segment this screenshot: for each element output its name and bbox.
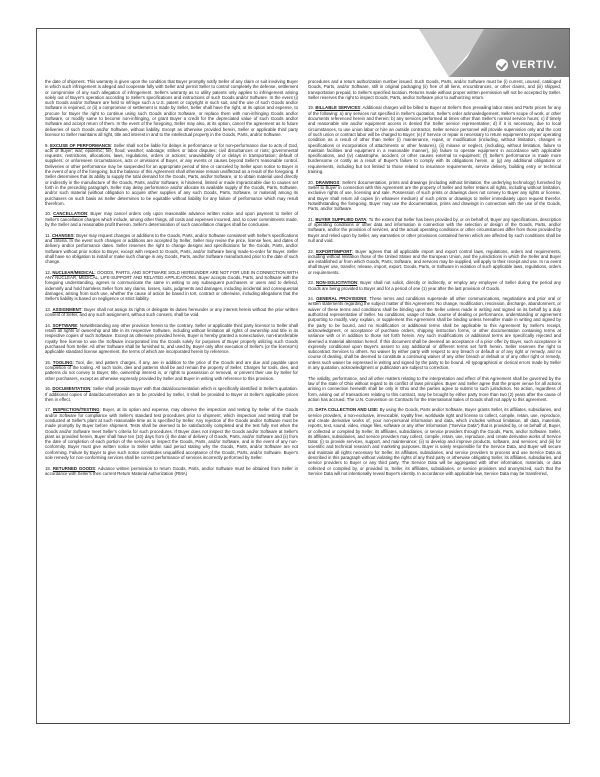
clause-paragraph	[308, 79, 561, 100]
clause-number: 9.	[45, 142, 49, 148]
clause-text: procedures and a return authorization number issued. Such Goods, Parts, and/or Software must be (i) current, unused, cataloged Goods, Parts, and/or Software, still in original packaging (ii) free of all liens, encumbrances, or other claims, and (iii) shipped, transportation prepaid, to Seller's specified location. Returns made without proper written permission will not be accepted by Seller. Seller reserves the right to inspect Goods, Parts, and/or Software prior to authorizing return.	[308, 79, 561, 100]
clause-text: Buyer shall not assign its rights or delegate its duties hereunder or any interest herein without the prior written consent of Seller, and any such assignment, without such consent, shall be void.	[45, 306, 298, 318]
clause-number: 22.	[308, 248, 315, 254]
clause-text: Additional charges will be billed to Buyer at Seller's then prevailing labor rates and Parts prices for any of the following: a) any services not specified in Seller's quotation, Seller's order acknowledgement, Seller's scope of work, or other documents referenced herein and therein; b) any services performed at times other than Seller's normal service hours; c) if timely and reasonable site and/or equipment access is denied the Seller service representative; d) if it is necessary, due to local circumstances, to use union labor or hire an outside contractor, Seller service personnel will provide supervision only and the cost of such union or contract labor will be charged to Buyer; (e) if Service or repair is necessary to return equipment to proper operating condition as a result of other than Seller (i) maintenance, repair, or modification (including, without limitation, changes in specifications or incorporation of attachments or other features), (ii) misuse or neglect, (including, without limitation, failure to maintain facilities and equipment in a reasonable manner), (iii) failure to operate equipment in accordance with applicable specifications, and (iv) catastrophe, accident, or other causes external to equipment; (f) Seller's performance is made more burdensome or costly as a result of Buyer's failure to comply with its obligations herein, or (g) any additional obligations or requirements, including but not limited to those related to insurance requirements, service delivery, building entry or technical training.	[308, 105, 561, 175]
clause-heading: EXCUSE OF PERFORMANCE	[50, 142, 112, 148]
clause-heading: INSPECTION/TESTING	[52, 407, 100, 413]
clause-paragraph: 16. DOCUMENTATION: Seller shall provide Buyer with that data/documentation which is specifically identified in Seller's quotation. If additional copies of data/documentation are to be provided by Seller, it shall be provided to Buyer at Seller's applicable prices then in effect.	[45, 386, 298, 402]
clause-number: 20.	[308, 179, 315, 185]
clause-heading: SOFTWARE	[52, 322, 78, 328]
clause-number: 19.	[308, 105, 315, 111]
vertiv-logo	[496, 59, 557, 71]
clause-heading: BILLABLE SERVICES	[315, 105, 361, 111]
clause-heading: DRAWINGS	[315, 179, 340, 185]
clause-heading: ASSIGNMENT	[52, 306, 82, 312]
clause-text: Advance written permission to return Goods, Parts, and/or Software must be obtained from Seller in accordance with Seller's then current Return Material Authorization (RMA)	[45, 465, 298, 476]
clause-text: These terms and conditions supersede all other communications, negotiations and prior oral or written statements regarding the subject matter of this Agreement. No change, modification, rescission, discharge, abandonment, or waiver of these terms and conditions shall be binding upon the Seller unless made in writing and signed on its behalf by a duly authorized representative of Seller. No conditions, usage of trade, course of dealing or performance, understanding or agreement purporting to modify, vary, explain, or supplement this Agreement shall be binding unless hereafter made in writing and signed by the party to be bound, and no modification or additional terms shall be applicable to this Agreement by Seller's receipt, acknowledgment, or acceptance of purchase orders, shipping instruction forms, or other documentation containing terms at variance with or in addition to those set forth herein. Any such modifications or additional terms are specifically rejected and deemed a material alteration hereof. If this document shall be deemed an acceptance of a prior offer by Buyer, such acceptance is expressly conditional upon Buyer's assent to any additional or different terms set forth herein. Seller reserves the right to subcontract Services to others. No waiver by either party with respect to any breach or default or of any right or remedy, and no course of dealing, shall be deemed to constitute a continuing waiver of any other breach or default or of any other right or remedy, unless such waiver be expressed in writing and signed by the party to be bound. All typographical or clerical errors made by Seller in any quotation, acknowledgment or publication are subject to correction.	[308, 296, 562, 371]
clause-text: Seller's documentation, prints and drawings (including without limitation, the underlying technology) furnished by Seller to Buyer in connection with this Agreement are the property of Seller and Seller retains all rights, including without limitation, exclusive rights of use, licensing and sale. Possession of such prints or drawings does not convey to Buyer any rights or license, and Buyer shall return all copies (in whatever medium) of such prints or drawings to Seller immediately upon request therefor. Notwithstanding the foregoing, Buyer may use the documentation, prints and drawings in connection with the use of the Goods, Parts, and/or Software.	[308, 179, 561, 212]
clause-heading: CHANGES	[51, 232, 74, 238]
clause-paragraph: 12. NUCLEAR/MEDICAL: GOODS, PARTS, AND SOFTWARE SOLD HEREUNDER ARE NOT FOR USE IN CONNECTION WITH ANY NUCLEAR, MEDICAL, LIFE-SUPPORT AND RELATED APPLICATIONS. Buyer accepts Goods, Parts, and Software with the foregoing understanding, agrees to communicate the same in writing to any subsequent purchasers or users and to defend, indemnify and hold harmless Seller from any claims, losses, suits, judgments and damages, including incidental and consequential damages, arising from such use, whether the cause of action be based in tort, contract or otherwise, including allegations that the Seller's liability is based on negligence or strict liability.	[45, 269, 298, 302]
clause-paragraph: 11. CHANGES: Buyer may request changes or additions to the Goods, Parts, and/or Software consistent with Seller's specifications and criteria. In the event such changes or additions are accepted by Seller, Seller may revise the price, license fees, and dates of delivery and/or performance dates. Seller reserves the right to change designs and specifications for the Goods, Parts, and/or Software without prior notice to Buyer, except with respect to Goods, Parts, and/or Software being made-to-order for Buyer. Seller shall have no obligation to install or make such change in any Goods, Parts, and/or Software manufactured prior to the date of such change.	[45, 232, 298, 265]
clause-text: Buyer shall not solicit, directly or indirectly, or employ any employee of Seller during the period any Goods are being provided to Buyer and for a period of one (1) year after the last provision of Goods.	[308, 280, 561, 291]
clause-text: Seller shall not be liable for delays in performance or for non-performance due to acts of God, acts of Buyer; war; epidemic; fire; flood; weather; sabotage; strikes or labor disputes; civil disturbances or riots; governmental requests, restrictions, allocations, laws, regulations, orders or actions; unavailability of or delays in transportation; default of suppliers; or unforeseen circumstances, acts or omissions of Buyer, or any events or causes beyond Seller's reasonable control. Deliveries or other performance may be suspended for an appropriate period of time or canceled by Seller upon notice to Buyer in the event of any of the foregoing, but the balance of this Agreement shall otherwise remain unaffected as a result of the foregoing. If Seller determines that its ability to supply the total demand for the Goods, Parts, and/or Software, or to obtain material used directly or indirectly in the manufacture of the Goods, Parts, and/or Software, is hindered, limited or made impracticable due to causes set forth in the preceding paragraph, Seller may delay performance and/or allocate its available supply of the Goods, Parts, Software, and/or such material (without obligation to acquire other supplies of any such Goods, Parts, Software, or material) among its purchasers on such basis as Seller determines to be equitable without liability for any failure of performance which may result therefrom.	[45, 142, 298, 206]
clause-heading: RETURNED GOODS	[52, 465, 96, 471]
clause-paragraph: 9. EXCUSE OF PERFORMANCE: Seller shall not be liable for delays in performance or for non-performance due to acts of God, acts of Buyer; war; epidemic; fire; flood; weather; sabotage; strikes or labor disputes; civil disturbances or riots; governmental requests, restrictions, allocations, laws, regulations, orders or actions; unavailability of or delays in transportation; default of suppliers; or unforeseen circumstances, acts or omissions of Buyer, or any events or causes beyond Seller's reasonable control. Deliveries or other performance may be suspended for an appropriate period of time or canceled by Seller upon notice to Buyer in the event of any of the foregoing, but the balance of this Agreement shall otherwise remain unaffected as a result of the foregoing. If Seller determines that its ability to supply the total demand for the Goods, Parts, and/or Software, or to obtain material used directly or indirectly in the manufacture of the Goods, Parts, and/or Software, is hindered, limited or made impracticable due to causes set forth in the preceding paragraph, Seller may delay performance and/or allocate its available supply of the Goods, Parts, Software, and/or such material (without obligation to acquire other supplies of any such Goods, Parts, Software, or material) among its purchasers on such basis as Seller determines to be equitable without liability for any failure of performance which may result therefrom.	[45, 142, 298, 206]
clause-paragraph: 20. DRAWINGS: Seller's documentation, prints and drawings (including without limitation, the underlying technology) furnished by Seller to Buyer in connection with this Agreement are the property of Seller and Seller retains all rights, including without limitation, exclusive rights of use, licensing and sale. Possession of such prints or drawings does not convey to Buyer any rights or license, and Buyer shall return all copies (in whatever medium) of such prints or drawings to Seller immediately upon request therefor. Notwithstanding the foregoing, Buyer may use the documentation, prints and drawings in connection with the use of the Goods, Parts, and/or Software.	[308, 179, 561, 212]
clause-paragraph: 22. EXPORT/IMPORT: Buyer agrees that all applicable import and export control laws, regulations, orders and requirements, including without limitation those of the United States and the European Union, and the jurisdictions in which the Seller and Buyer are established or from which Goods, Parts, Software, and services may be supplied, will apply to their receipt and use. In no event shall Buyer use, transfer, release, import, export, Goods, Parts, or Software in violation of such applicable laws, regulations, orders or requirements.	[308, 248, 561, 275]
clause-text: Buyer agrees that all applicable import and export control laws, regulations, orders and requirements, including without limitation those of the United States and the European Union, and the jurisdictions in which the Seller and Buyer are established or from which Goods, Parts, Software, and services may be supplied, will apply to their receipt and use. In no event shall Buyer use, transfer, release, import, export, Goods, Parts, or Software in violation of such applicable laws, regulations, orders or requirements.	[308, 248, 561, 275]
clause-heading: CANCELLATION	[53, 211, 88, 217]
clause-number: 12.	[45, 269, 52, 275]
clause-number: 25.	[308, 407, 315, 413]
clause-number: 11.	[45, 232, 51, 238]
clause-number: 10.	[45, 211, 52, 217]
right-column	[308, 79, 561, 717]
clause-text: By using the Goods, Parts and/or Software, Buyer grants Seller, its affiliates, subsidiaries, and service providers, a non-exclusive, irrevocable, royalty free, worldwide right and license to collect, compile, retain, use, reproduce, and create derivative works of, your non-personal information and data, which includes without limitation, all data, materials, reports, text, sound, video, image files, software or any other information ("Service Data") that is provided by, or on behalf of, Buyer, or collected or compiled by Seller, its affiliates, subsidiaries, or service providers through the Goods, Parts, and/or Software. Seller, its affiliates, subsidiaries, and service providers may collect, compile, retain, use, reproduce, and create derivative works of Service Data: (i) to provide services, support, and maintenance; (ii) to develop and improve products, software, and services; and (iii) for scientific and technical research and marketing purposes. Buyer is solely responsible for the Service Data, and Buyer will secure and maintain all rights necessary for Seller, its affiliates, subsidiaries, and service providers to process and use Service Data as described in this paragraph without violating the rights of any third party or otherwise obligating Seller, its affiliates, subsidiaries, and service providers to Buyer or any third party. The Service Data will be aggregated with other information, materials, or data collected or compiled by, or provided to, Seller, its affiliates, subsidiaries, or service providers and anonymized, such that the Service Data will not intentionally reveal Buyer's identity. In accordance with applicable law, Service Data may be transferred,	[308, 407, 561, 476]
clause-heading: DOCUMENTATION	[52, 386, 91, 392]
clause-text: Buyer may cancel orders only upon reasonable advance written notice and upon payment to Seller of Seller's cancellation charges which include, among other things, all costs and expenses incurred, and, to cover commitments made, by the Seller and a reasonable profit thereon. Seller's determination of such cancellation charges shall be conclusive.	[45, 211, 298, 228]
clause-paragraph: 24. GENERAL PROVISIONS: These terms and conditions supersede all other communications, negotiations and prior oral or written statements regarding the subject matter of this Agreement. No change, modification, rescission, discharge, abandonment, or waiver of these terms and conditions shall be binding upon the Seller unless made in writing and signed on its behalf by a duly authorized representative of Seller. No conditions, usage of trade, course of dealing or performance, understanding or agreement purporting to modify, vary, explain, or supplement this Agreement shall be binding unless hereafter made in writing and signed by the party to be bound, and no modification or additional terms shall be applicable to this Agreement by Seller's receipt, acknowledgment, or acceptance of purchase orders, shipping instruction forms, or other documentation containing terms at variance with or in addition to those set forth herein. Any such modifications or additional terms are specifically rejected and deemed a material alteration hereof. If this document shall be deemed an acceptance of a prior offer by Buyer, such acceptance is expressly conditional upon Buyer's assent to any additional or different terms set forth herein. Seller reserves the right to subcontract Services to others. No waiver by either party with respect to any breach or default or of any right or remedy, and no course of dealing, shall be deemed to constitute a continuing waiver of any other breach or default or of any other right or remedy, unless such waiver be expressed in writing and signed by the party to be bound. All typographical or clerical errors made by Seller in any quotation, acknowledgment or publication are subject to correction.	[308, 296, 562, 371]
vertiv-logo-icon	[496, 59, 508, 71]
clause-heading: DATA COLLECTION AND USE:	[315, 407, 379, 413]
clause-heading: BUYER SUPPLIED DATA	[315, 216, 367, 222]
clause-paragraph: 14. SOFTWARE: Notwithstanding any other provision herein to the contrary, Seller or applicable third party licensor to Seller shall retain all rights of ownership and title in its respective Software, including without limitation all rights of ownership and title in its respective copies of such Software. Except as otherwise provided herein, Buyer is hereby granted a nonexclusive, non-transferable royalty free license to use the Software incorporated into the Goods solely for purposes of Buyer properly utilizing such Goods purchased from Seller. All other Software shall be furnished to, and used by, Buyer only after execution of Seller's (or the licensor's) applicable standard license agreement, the terms of which are incorporated herein by reference.	[45, 322, 298, 355]
clause-paragraph: 21. BUYER SUPPLIED DATA: To the extent that Seller has been provided by, or on behalf of, Buyer any specifications, description of operating conditions or other data and information in connection with the selection or design of the Goods, Parts, and/or Software, and/or the provision of services, and the actual operating conditions or other circumstances differ from those provided by Buyer and relied upon by Seller, any warranties or other provisions contained herein which are affected by such conditions shall be null and void.	[308, 216, 561, 243]
clause-text: the date of shipment. This warranty is given upon the condition that Buyer promptly notify Seller of any claim or suit involving Buyer in which such infringement is alleged and cooperate fully with Seller and permit Seller to control completely the defense, settlement or compromise of any such allegation of infringement. Seller's warranty as to utility patents only applies to infringement arising solely out of Buyer's operation according to Seller's specifications and instructions of such Goods and/or Software. In the event (i) such Goods and/or Software are held to infringe such a U.S. patent or copyright in such suit, and the use of such Goods and/or Software is enjoined, or (ii) a compromise or settlement is made by Seller, Seller shall have the right, at its option and expense, to procure for Buyer the right to continue using such Goods and/or Software, or replace them with non-infringing Goods and/or Software, or modify same to become non-infringing, or grant Buyer a credit for the depreciated value of such Goods and/or Software and accept return of them. In the event of the foregoing, Seller may also, at its option, cancel the agreement as to future deliveries of such Goods and/or Software, without liability. Except as otherwise provided herein, Seller or applicable third party licensor to Seller maintains all right, title and interest in and to the intellectual property in the Goods, Parts, and/or Software.	[45, 79, 298, 137]
clause-text: The validity, performance, and all other matters relating to the interpretation and effect of this Agreement shall be governed by the law of the state of Ohio without regard to its conflict of laws principles. Buyer and Seller agree that the proper venue for all actions arising in connection herewith shall be only in Ohio and the parties agree to submit to such jurisdiction. No action, regardless of form, arising out of transactions relating to this contract, may be brought by either party more than two (2) years after the cause of action has accrued. The U.N. Convention on Contracts for the International Sales of Goods shall not apply to this agreement.	[308, 375, 561, 402]
clause-paragraph: 13. ASSIGNMENT: Buyer shall not assign its rights or delegate its duties hereunder or any interest herein without the prior written consent of Seller, and any such assignment, without such consent, shall be void.	[45, 306, 298, 318]
clause-number: 16.	[45, 386, 52, 392]
clause-number: 14.	[45, 322, 52, 328]
clause-paragraph: 18. RETURNED GOODS: Advance written permission to return Goods, Parts, and/or Software must be obtained from Seller in accordance with Seller's then current Return Material Authorization (RMA)	[45, 465, 298, 476]
clause-number: 21.	[308, 216, 315, 222]
logo-text: VERTIV.	[511, 59, 557, 71]
left-column	[45, 79, 298, 717]
clause-text: Notwithstanding any other provision herein to the contrary, Seller or applicable third party licensor to Seller shall retain all rights of ownership and title in its respective Software, including without limitation all rights of ownership and title in its respective copies of such Software. Except as otherwise provided herein, Buyer is hereby granted a nonexclusive, non-transferable royalty free license to use the Software incorporated into the Goods solely for purposes of Buyer properly utilizing such Goods purchased from Seller. All other Software shall be furnished to, and used by, Buyer only after execution of Seller's (or the licensor's) applicable standard license agreement, the terms of which are incorporated herein by reference.	[45, 322, 298, 355]
clause-paragraph	[308, 376, 561, 402]
clause-paragraph	[45, 79, 298, 137]
clause-number: 17.	[45, 407, 52, 413]
clause-paragraph: 17. INSPECTION/TESTING: Buyer, at its option and expense, may observe the inspection and testing by Seller of the Goods and/or Software for compliance with Seller's standard test procedures prior to shipment, which inspection and testing shall be conducted at Seller's plant at such reasonable time as is specified by Seller. Any rejection of the Goods and/or Software must be made promptly by Buyer before shipment. Tests shall be deemed to be satisfactorily completed and the test fully met when the Goods and/or Software meet Seller's criteria for such procedures. If Buyer does not inspect the Goods and/or Software at Seller's plant as provided herein, Buyer shall have ten (10) days from (i) the date of delivery of Goods, Parts, and/or Software and (ii) from the date of completion of each portion of the services to inspect the Goods, Parts, and/or Software, and in the event of any non-conformity, Buyer must give written notice to Seller within said period stating why the Goods, Parts, and/or Software are not conforming. Failure by Buyer to give such notice constitutes unqualified acceptance of the Goods, Parts, and/or Software. Buyer's sole remedy for non-conforming services shall be correct performance of services incorrectly performed by Seller.	[45, 407, 298, 461]
clause-heading: NON-SOLICITATION	[316, 280, 358, 286]
clause-text: GOODS, PARTS, AND SOFTWARE SOLD HEREUNDER ARE NOT FOR USE IN CONNECTION WITH ANY NUCLEAR, MEDICAL, LIFE-SUPPORT AND RELATED APPLICATIONS. Buyer accepts Goods, Parts, and Software with the foregoing understanding, agrees to communicate the same in writing to any subsequent purchasers or users and to defend, indemnify and hold harmless Seller from any claims, losses, suits, judgments and damages, including incidental and consequential damages, arising from such use, whether the cause of action be based in tort, contract or otherwise, including allegations that the Seller's liability is based on negligence or strict liability.	[45, 269, 298, 302]
clause-number: 24.	[308, 296, 315, 302]
document-page	[36, 28, 570, 724]
clause-number: 13.	[45, 306, 52, 312]
clause-text: Buyer, at its option and expense, may observe the inspection and testing by Seller of the Goods and/or Software for compliance with Seller's standard test procedures prior to shipment, which inspection and testing shall be conducted at Seller's plant at such reasonable time as is specified by Seller. Any rejection of the Goods and/or Software must be made promptly by Buyer before shipment. Tests shall be deemed to be satisfactorily completed and the test fully met when the Goods and/or Software meet Seller's criteria for such procedures. If Buyer does not inspect the Goods and/or Software at Seller's plant as provided herein, Buyer shall have ten (10) days from (i) the date of delivery of Goods, Parts, and/or Software and (ii) from the date of completion of each portion of the services to inspect the Goods, Parts, and/or Software, and in the event of any non-conformity, Buyer must give written notice to Seller within said period stating why the Goods, Parts, and/or Software are not conforming. Failure by Buyer to give such notice constitutes unqualified acceptance of the Goods, Parts, and/or Software. Buyer's sole remedy for non-conforming services shall be correct performance of services incorrectly performed by Seller.	[45, 407, 298, 461]
clause-text: To the extent that Seller has been provided by, or on behalf of, Buyer any specifications, description of operating conditions or other data and information in connection with the selection or design of the Goods, Parts, and/or Software, and/or the provision of services, and the actual operating conditions or other circumstances differ from those provided by Buyer and relied upon by Seller, any warranties or other provisions contained herein which are affected by such conditions shall be null and void.	[308, 216, 561, 243]
header-banner	[419, 29, 569, 77]
clause-heading: NUCLEAR/MEDICAL	[52, 269, 95, 275]
clause-number: 15.	[45, 359, 52, 365]
clause-paragraph: 15. TOOLING: Tool, die, and pattern charges, if any, are in addition to the price of the Goods and are due and payable upon completion of the tooling. All such tools, dies and patterns shall be and remain the property of Seller. Charges for tools, dies, and patterns do not convey to Buyer, title, ownership interest in, or rights to possession or removal, or prevent their use by Seller for other purchasers, except as otherwise expressly provided by Seller and Buyer in writing with reference to this provision.	[45, 359, 298, 381]
clause-paragraph: 10. CANCELLATION: Buyer may cancel orders only upon reasonable advance written notice and upon payment to Seller of Seller's cancellation charges which include, among other things, all costs and expenses incurred, and, to cover commitments made, by the Seller and a reasonable profit thereon. Seller's determination of such cancellation charges shall be conclusive.	[45, 211, 298, 228]
clause-text: Tool, die, and pattern charges, if any, are in addition to the price of the Goods and are due and payable upon completion of the tooling. All such tools, dies and patterns shall be and remain the property of Seller. Charges for tools, dies, and patterns do not convey to Buyer, title, ownership interest in, or rights to possession or removal, or prevent their use by Seller for other purchasers, except as otherwise expressly provided by Seller and Buyer in writing with reference to this provision.	[45, 359, 298, 381]
clause-paragraph: 19. BILLABLE SERVICES: Additional charges will be billed to Buyer at Seller's then prevailing labor rates and Parts prices for any of the following: a) any services not specified in Seller's quotation, Seller's order acknowledgement, Seller's scope of work, or other documents referenced herein and therein; b) any services performed at times other than Seller's normal service hours; c) if timely and reasonable site and/or equipment access is denied the Seller service representative; d) if it is necessary, due to local circumstances, to use union labor or hire an outside contractor, Seller service personnel will provide supervision only and the cost of such union or contract labor will be charged to Buyer; (e) if Service or repair is necessary to return equipment to proper operating condition as a result of other than Seller (i) maintenance, repair, or modification (including, without limitation, changes in specifications or incorporation of attachments or other features), (ii) misuse or neglect, (including, without limitation, failure to maintain facilities and equipment in a reasonable manner), (iii) failure to operate equipment in accordance with applicable specifications, and (iv) catastrophe, accident, or other causes external to equipment; (f) Seller's performance is made more burdensome or costly as a result of Buyer's failure to comply with its obligations herein, or (g) any additional obligations or requirements, including but not limited to those related to insurance requirements, service delivery, building entry or technical training.	[308, 105, 561, 175]
clause-heading: TOOLING	[52, 359, 73, 365]
clause-heading: GENERAL PROVISIONS	[316, 296, 367, 302]
clause-text: Seller shall provide Buyer with that data/documentation which is specifically identified in Seller's quotation. If additional copies of data/documentation are to be provided by Seller, it shall be provided to Buyer at Seller's applicable prices then in effect.	[45, 386, 298, 402]
clause-paragraph	[308, 407, 561, 476]
clause-paragraph: 23. NON-SOLICITATION: Buyer shall not solicit, directly or indirectly, or employ any employee of Seller during the period any Goods are being provided to Buyer and for a period of one (1) year after the last provision of Goods.	[308, 280, 561, 291]
clause-heading: EXPORT/IMPORT	[316, 248, 353, 254]
clause-text: Buyer may request changes or additions to the Goods, Parts, and/or Software consistent with Seller's specifications and criteria. In the event such changes or additions are accepted by Seller, Seller may revise the price, license fees, and dates of delivery and/or performance dates. Seller reserves the right to change designs and specifications for the Goods, Parts, and/or Software without prior notice to Buyer, except with respect to Goods, Parts, and/or Software being made-to-order for Buyer. Seller shall have no obligation to install or make such change in any Goods, Parts, and/or Software manufactured prior to the date of such change.	[45, 232, 298, 265]
clause-number: 23.	[308, 280, 315, 286]
text-columns	[45, 79, 561, 717]
clause-number: 18.	[45, 465, 52, 471]
